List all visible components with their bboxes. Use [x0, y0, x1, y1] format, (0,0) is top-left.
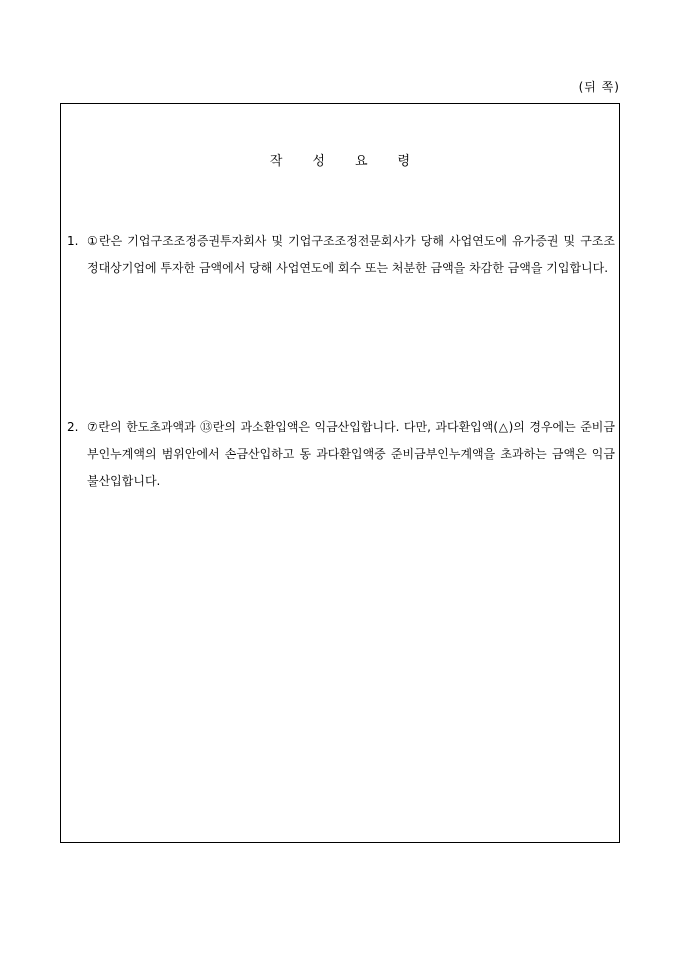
instructions-frame	[60, 103, 620, 843]
instruction-item-2	[67, 414, 615, 495]
instruction-number: 1.	[67, 234, 79, 248]
instruction-number: 2.	[67, 420, 79, 434]
document-title: 작성요령	[269, 154, 441, 169]
page-side-label: (뒤 쪽)	[578, 80, 620, 94]
instruction-item-1	[67, 228, 615, 282]
instruction-text: ⑦란의 한도초과액과 ⑬란의 과소환입액은 익금산입합니다. 다만, 과다환입액(△)의 경우에는 준비금부인누계액의 범위안에서 손금산입하고 동 과다환입액중 준비금부인누계액을 초과하는 금액은 익금불산입합니다.	[87, 420, 615, 488]
instruction-text: ①란은 기업구조조정증권투자회사 및 기업구조조정전문회사가 당해 사업연도에 유가증권 및 구조조정대상기업에 투자한 금액에서 당해 사업연도에 회수 또는 처분한 금액을 차감한 금액을 기입합니다.	[87, 234, 615, 275]
